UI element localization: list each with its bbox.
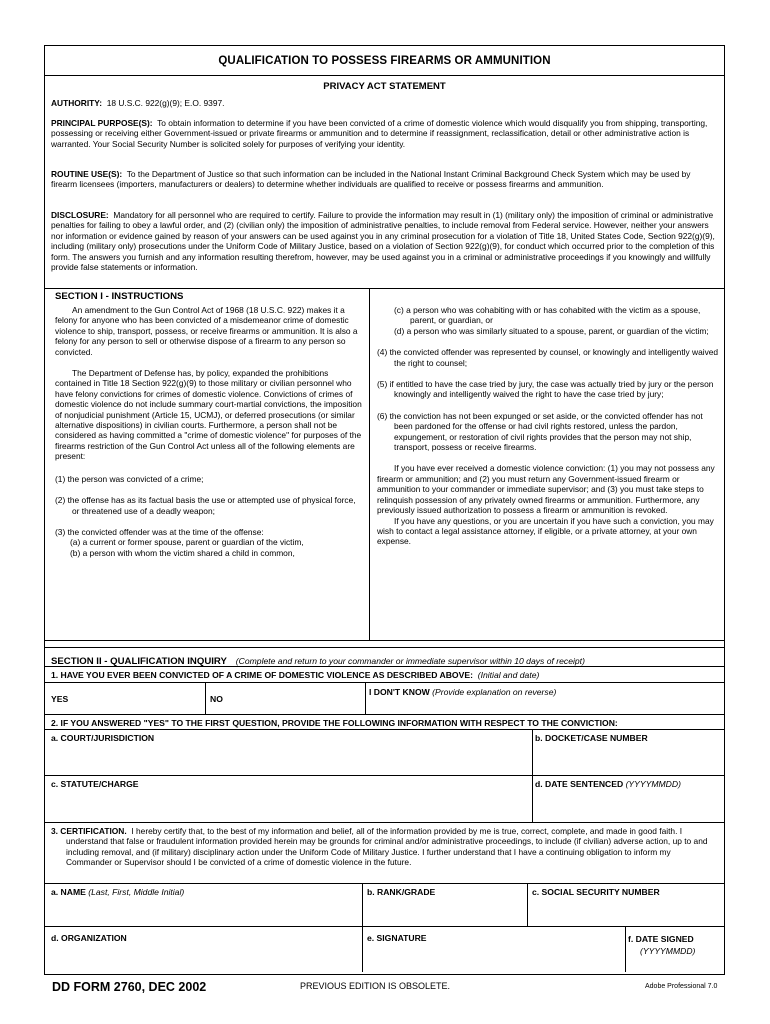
divider: [45, 729, 724, 730]
section1-heading: SECTION I - INSTRUCTIONS: [55, 291, 184, 302]
ssn-label: c. SOCIAL SECURITY NUMBER: [532, 887, 660, 897]
signature-field[interactable]: [367, 933, 619, 969]
statute-charge-label: c. STATUTE/CHARGE: [51, 779, 139, 789]
name-field[interactable]: [51, 887, 357, 925]
court-jurisdiction-field[interactable]: [51, 733, 527, 775]
divider: [45, 883, 724, 884]
purpose-paragraph: [51, 118, 718, 149]
statute-charge-field[interactable]: [51, 779, 527, 821]
question-1-note: (Initial and date): [477, 670, 540, 680]
column-divider: [527, 883, 528, 926]
section1-item-3a: (a) a current or former spouse, parent or guardian of the victim,: [70, 537, 304, 548]
certification-text: I hereby certify that, to the best of my information and belief, all of the information provided by me is true, correct, complete, and made in good faith. I understand that false or fraudulent information provided herein may be grounds for criminal and/or administrative proceedings, to include (if civilian) adverse action, up to and including removal, and (if military) disciplinary action under the Uniform Code of Military Justice. I further understand that I have a continuing obligation to inform my Commander or Supervisor should I be convicted of a crime of domestic violence in the future.: [66, 826, 708, 868]
routine-text: To the Department of Justice so that such information can be included in the National Instant Criminal Background Check System which may be used by firearm licensees (importers, manufacturers or dealers) to determine whether individuals are qualified to receive or possess firearms and ammunition.: [51, 169, 691, 190]
divider: [45, 682, 724, 683]
disclosure-paragraph: [51, 210, 718, 272]
purpose-text: To obtain information to determine if you have been convicted of a crime of domestic violence which would disqualify you from shipping, transporting, possessing or receiving either Government-issued or private firearms or ammunition and to determine if reassignment, reclassification, detail or other administrative action is warranted. Your Social Security Number is solicited solely for purposes of verifying your identity.: [51, 118, 708, 149]
certification-paragraph: [51, 826, 718, 868]
divider: [45, 288, 724, 289]
date-signed-note: (YYYYMMDD): [640, 946, 696, 956]
dont-know-label: I DON'T KNOW: [369, 687, 430, 697]
certification-label: 3. CERTIFICATION.: [51, 826, 127, 836]
previous-edition-note: PREVIOUS EDITION IS OBSOLETE.: [300, 981, 451, 991]
privacy-title: PRIVACY ACT STATEMENT: [323, 81, 446, 92]
column-divider: [205, 682, 206, 714]
court-jurisdiction-label: a. COURT/JURISDICTION: [51, 733, 155, 743]
disclosure-label: DISCLOSURE:: [51, 210, 109, 220]
divider: [45, 75, 724, 76]
divider: [45, 714, 724, 715]
question-1-text: 1. HAVE YOU EVER BEEN CONVICTED OF A CRIME OF DOMESTIC VIOLENCE AS DESCRIBED ABOVE:: [51, 670, 473, 680]
date-signed-field[interactable]: [628, 933, 720, 969]
question-1: [51, 670, 539, 680]
authority-label: AUTHORITY:: [51, 98, 103, 108]
divider: [45, 640, 724, 641]
divider: [45, 926, 724, 927]
section1-item-3c: (c) a person who was cohabiting with or has cohabited with the victim as a spouse, parent, or guardian, or: [394, 305, 701, 326]
section1-item-3b: (b) a person with whom the victim shared a child in common,: [70, 547, 295, 558]
form-title: QUALIFICATION TO POSSESS FIREARMS OR AMMUNITION: [218, 55, 551, 67]
section1-item-3: (3) the convicted offender was at the time of the offense:: [55, 526, 264, 537]
signature-label: e. SIGNATURE: [367, 933, 427, 943]
section1-item-6: (6) the conviction has not been expunged or set aside, or the convicted offender has not been pardoned for the offense or had civil rights restored, unless the pardon, expungement, or restoration of civil rights provides that the person may not ship, transport, possess or receive firearms.: [377, 410, 703, 453]
docket-case-number-field[interactable]: [535, 733, 720, 775]
question-2: 2. IF YOU ANSWERED "YES" TO THE FIRST QUESTION, PROVIDE THE FOLLOWING INFORMATION WITH RESPECT TO THE CONVICTION:: [51, 718, 618, 728]
section2-heading-note: (Complete and return to your commander or immediate supervisor within 10 days of receipt): [235, 656, 585, 666]
dont-know-note: (Provide explanation on reverse): [432, 687, 557, 697]
software-note: Adobe Professional 7.0: [645, 983, 718, 990]
purpose-label: PRINCIPAL PURPOSE(S):: [51, 118, 153, 128]
name-label: a. NAME: [51, 887, 86, 897]
disclosure-text: Mandatory for all personnel who are required to certify. Failure to provide the information may result in (1) (military only) the imposition of criminal or administrative penalties for failing to obey a lawful order, and (2) (civilian only) the imposition of administrative penalties, to include removal from Federal service. However, neither your answers nor information or evidence gained by reason of your answers can be used against you in any criminal prosecution for a violation of Title 18, United States Code, Section 922(g)(9), including (military only) prosecutions under the Uniform Code of Military Justice, based on a violation of Section 922(g)(9), for conduct which occurred prior to the completion of this form. The answers you furnish and any information resulting therefrom, however, may be used against you in a criminal or administrative proceedings if you knowingly and willfully provide false statements or information.: [51, 210, 715, 273]
divider: [45, 666, 724, 667]
section1-right-paragraph-2: If you have any questions, or you are uncertain if you have such a conviction, you may wish to contact a legal assistance attorney, if eligible, or a private attorney, at your own expense.: [377, 515, 714, 547]
dont-know-field[interactable]: [369, 686, 719, 699]
section1-right-column: [377, 305, 720, 547]
section1-paragraph-2: The Department of Defense has, by policy, expanded the prohibitions contained in Title 18 Section 922(g)(9) to those military or civilian personnel who have felony convictions for crimes of domestic violence. Convictions of crimes of domestic violence do not include summary court-martial convictions, the imposition of nonjudicial punishment (Article 15, UCMJ), or deferred prosecutions (or similar alternative dispositions) in civilian courts. Furthermore, a person shall not be considered as having committed a "crime of domestic violence" for purposes of the firearms restriction of the Gun Control Act unless all of the following elements are present:: [55, 368, 362, 462]
section2-heading: SECTION II - QUALIFICATION INQUIRY: [51, 656, 227, 667]
docket-case-number-label: b. DOCKET/CASE NUMBER: [535, 733, 648, 743]
section1-item-5: (5) if entitled to have the case tried by jury, the case was actually tried by jury or the person knowingly and intelligently waived the right to have the case tried by jury;: [377, 379, 714, 400]
authority-text: 18 U.S.C. 922(g)(9); E.O. 9397.: [106, 98, 225, 108]
section1-item-3d: (d) a person who was similarly situated to a spouse, parent, or guardian of the victim;: [394, 325, 709, 336]
date-sentenced-label: d. DATE SENTENCED: [535, 779, 624, 789]
yes-label: YES: [51, 694, 69, 704]
divider: [45, 775, 724, 776]
yes-field[interactable]: [51, 694, 201, 712]
routine-label: ROUTINE USE(S):: [51, 169, 123, 179]
no-field[interactable]: [210, 694, 360, 712]
divider: [45, 647, 724, 648]
no-label: NO: [210, 694, 223, 704]
column-divider: [625, 926, 626, 972]
rank-grade-label: b. RANK/GRADE: [367, 887, 436, 897]
divider: [45, 822, 724, 823]
column-divider: [369, 288, 370, 640]
date-signed-label: f. DATE SIGNED: [628, 934, 694, 944]
name-note: (Last, First, Middle Initial): [88, 887, 185, 897]
organization-field[interactable]: [51, 933, 357, 969]
ssn-field[interactable]: [532, 887, 720, 925]
form-number: DD FORM 2760, DEC 2002: [52, 980, 207, 994]
section1-item-4: (4) the convicted offender was represented by counsel, or knowingly and intelligently waived the right to counsel;: [377, 347, 719, 368]
organization-label: d. ORGANIZATION: [51, 933, 127, 943]
column-divider: [365, 682, 366, 714]
section1-left-column: [55, 305, 363, 558]
routine-paragraph: [51, 169, 718, 190]
section1-right-paragraph-1: If you have ever received a domestic violence conviction: (1) you may not possess any firearm or ammunition; and (2) you must return any Government-issued firearm or ammunition to your commander or immediate supervisor; and (3) you must take steps to relinquish possession of any privately owned firearms or ammunition. Furthermore, any previously issued authorization to possess a firearm or ammunition is revoked.: [377, 463, 715, 516]
section1-item-2: (2) the offense has as its factual basis the use or attempted use of physical force, or threatened use of a deadly weapon;: [55, 495, 356, 516]
form-page: [44, 45, 725, 975]
section1-paragraph-1: An amendment to the Gun Control Act of 1968 (18 U.S.C. 922) makes it a felony for anyone who has been convicted of a misdemeanor crime of domestic violence to ship, transport, possess, or receive firearms or ammunition. It is also a felony for any person to sell or otherwise dispose of a firearm to any person so convicted.: [55, 305, 358, 357]
column-divider: [362, 883, 363, 972]
section1-item-1: (1) the person was convicted of a crime;: [55, 473, 204, 484]
authority-paragraph: [51, 98, 718, 108]
date-sentenced-field[interactable]: [535, 779, 720, 821]
rank-grade-field[interactable]: [367, 887, 523, 925]
date-sentenced-note: (YYYYMMDD): [625, 779, 681, 789]
